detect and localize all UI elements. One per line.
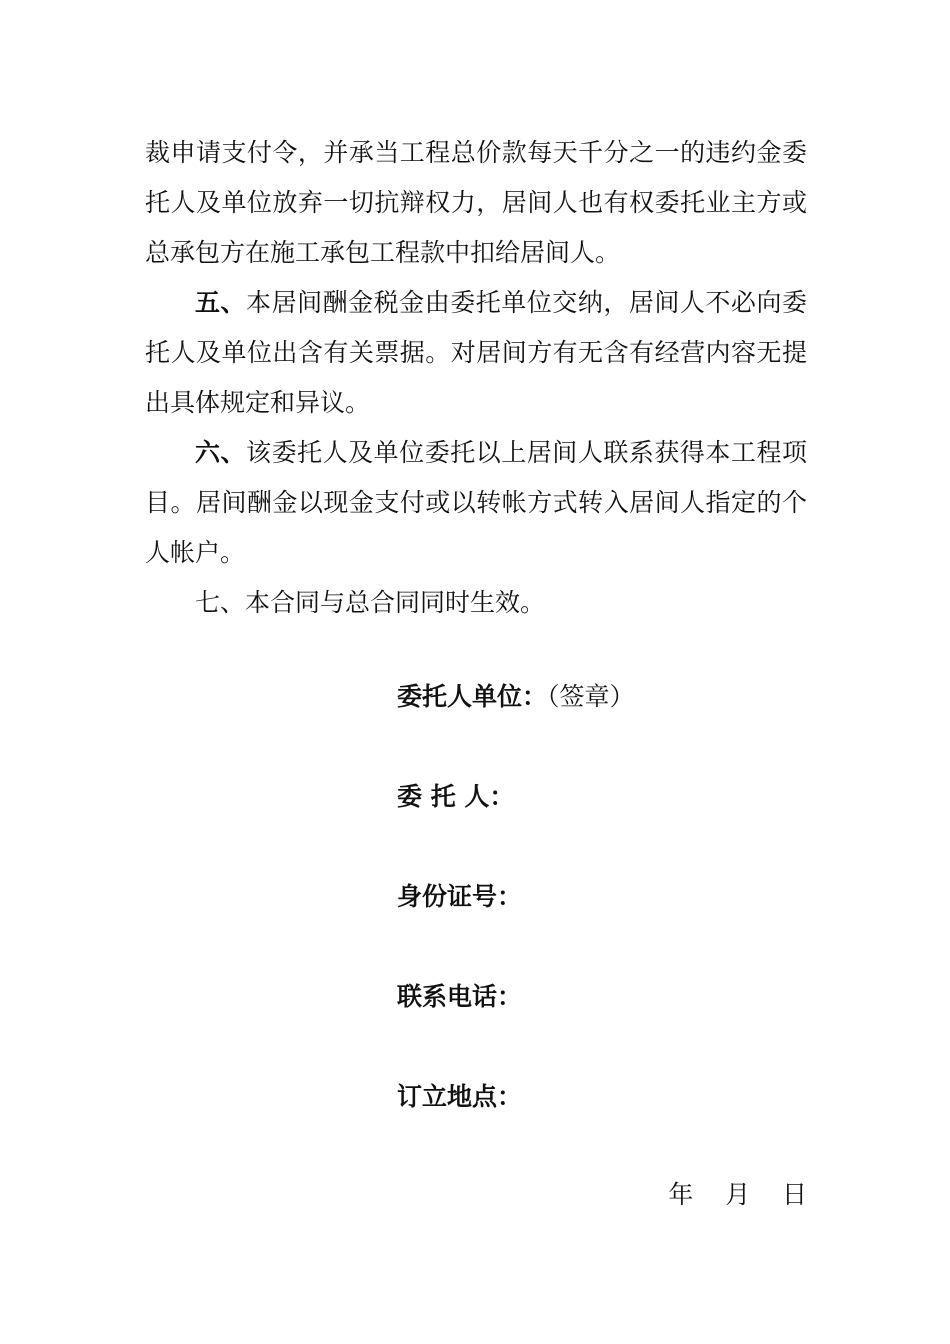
paragraph-clause-5	[145, 278, 807, 428]
clause-5-number: 五、	[195, 288, 247, 317]
signature-row-unit	[397, 672, 817, 772]
place-label: 订立地点：	[397, 1082, 523, 1111]
signature-block	[397, 672, 817, 1172]
id-number-label: 身份证号：	[397, 882, 523, 911]
person-label: 委 托 人：	[397, 782, 515, 811]
signature-row-phone	[397, 972, 817, 1072]
paragraph-continuation: 裁申请支付令，并承当工程总价款每天千分之一的违约金委托人及单位放弃一切抗辩权力，居间人也有权委托业主方或总承包方在施工承包工程款中扣给居间人。	[145, 138, 807, 267]
clause-6-number: 六、	[195, 438, 247, 467]
date-line: 年 月 日	[668, 1180, 807, 1209]
contract-body	[145, 128, 807, 628]
phone-label: 联系电话：	[397, 982, 523, 1011]
unit-label: 委托人单位：	[397, 682, 548, 711]
signature-row-id	[397, 872, 817, 972]
seal-note: （签章）	[547, 682, 635, 711]
signature-row-place	[397, 1072, 817, 1172]
paragraph-clause-7: 七、本合同与总合同同时生效。	[195, 588, 546, 617]
clause-6-text: 该委托人及单位委托以上居间人联系获得本工程项目。居间酬金以现金支付或以转帐方式转入居间人指定的个人帐户。	[145, 438, 807, 567]
clause-5-text: 本居间酬金税金由委托单位交纳，居间人不必向委托人及单位出含有关票据。对居间方有无含有经营内容无提出具体规定和异议。	[145, 288, 807, 417]
signature-row-person	[397, 772, 817, 872]
paragraph-clause-6	[145, 428, 807, 578]
